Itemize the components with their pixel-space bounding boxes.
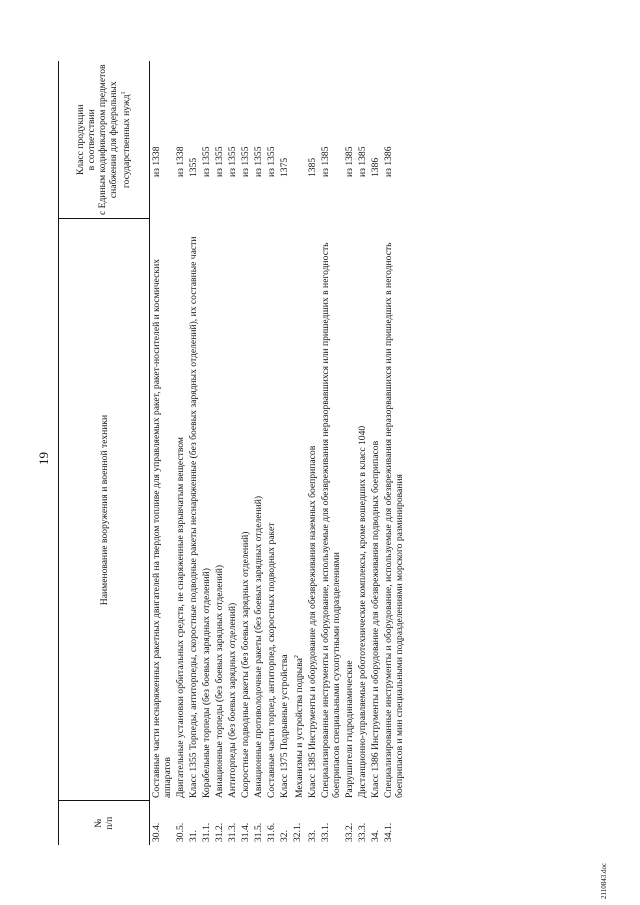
row-name — [213, 219, 226, 801]
page-number: 19 — [36, 452, 51, 465]
row-name-text: Класс 1375 Подрывные устройства — [279, 654, 290, 798]
row-class-code: из 1355 — [201, 146, 212, 177]
row-class-code: 1375 — [279, 157, 290, 177]
row-number: 31. — [188, 830, 199, 842]
table-row — [343, 61, 356, 845]
row-class-code: из 1385 — [357, 146, 369, 177]
table-row — [278, 61, 291, 845]
row-name — [291, 219, 306, 801]
row-number: 33. — [307, 830, 319, 842]
row-name — [319, 219, 343, 801]
table-header-row — [59, 61, 150, 845]
row-class-code — [291, 61, 306, 219]
header-name: Наименование вооружения и военной техники — [59, 219, 150, 801]
row-number: 34.1. — [383, 822, 395, 842]
table-row — [200, 61, 213, 845]
row-class-code: из 1338 — [175, 146, 186, 177]
row-number: 31.3. — [227, 822, 238, 842]
table-row — [150, 61, 175, 845]
row-name-text: Антиторпеды (без боевых зарядных отделений) — [227, 602, 238, 798]
row-name-text: Скоростные подводные ракеты (без боевых зарядных отделений) — [240, 531, 251, 798]
row-name-text: Авиационные противолодочные ракеты (без боевых зарядных отделений) — [253, 495, 264, 798]
row-name-footnote: 2 — [294, 655, 300, 659]
footer-filename: 2110843.doc — [600, 862, 608, 899]
row-class-code: из 1355 — [253, 146, 264, 177]
row-number: 30.4. — [151, 822, 162, 842]
row-number: 33.3. — [357, 822, 369, 842]
table-row — [226, 61, 239, 845]
row-name — [369, 219, 382, 801]
row-class-code: из 1355 — [240, 146, 251, 177]
row-name — [343, 219, 356, 801]
row-name-text: Разрушители гидродинамические — [344, 660, 356, 798]
row-name-text: Составные части неснаряженных ракетных двигателей на твердом топливе для управляемых ракет, ракет-носителей и космических аппаратов — [151, 258, 173, 798]
row-number: 32. — [279, 830, 290, 842]
row-number: 33.2. — [344, 822, 356, 842]
row-name-text: Корабельные торпеды (без боевых зарядных отделений) — [201, 567, 212, 798]
row-name-text: Составные части торпед, антиторпед, скоростных подводных ракет — [266, 522, 277, 798]
row-name-text: Авиационные торпеды (без боевых зарядных отделений) — [214, 564, 225, 798]
row-class-code: 1355 — [188, 157, 199, 177]
row-number: 32.1. — [292, 822, 303, 842]
row-name — [356, 219, 369, 801]
row-name — [278, 219, 291, 801]
row-class-code: 1386 — [370, 157, 382, 177]
table-row — [187, 61, 200, 845]
table-row — [306, 61, 319, 845]
row-class-code: из 1355 — [214, 146, 225, 177]
row-name — [252, 219, 265, 801]
table-row — [319, 61, 343, 845]
row-class-code: 1385 — [307, 157, 319, 177]
row-class-code: из 1385 — [320, 146, 332, 177]
row-name — [174, 219, 187, 801]
header-num: № п/п — [59, 801, 150, 845]
row-number: 31.4. — [240, 822, 251, 842]
table-row — [291, 61, 306, 845]
row-class-code: из 1386 — [383, 146, 395, 177]
table-row — [382, 61, 406, 845]
row-class-code: из 1338 — [151, 146, 162, 177]
table-row — [213, 61, 226, 845]
row-name-text: Механизмы и устройства подрыва — [294, 658, 306, 798]
row-number: 31.5. — [253, 822, 264, 842]
row-name — [265, 219, 278, 801]
row-number: 31.2. — [214, 822, 225, 842]
row-name-text: Дистанционно-управляемые робототехнические комплексы, кроме вошедших в класс 1040 — [357, 425, 369, 798]
row-name-text: Специализированные инструменты и оборудование, используемые для обезвреживания неразорвавшихся или пришедших в негодность боеприпасов специальными сухопутными подразделениями — [320, 242, 343, 798]
row-class-code: из 1355 — [227, 146, 238, 177]
table-body — [150, 61, 407, 845]
row-name — [382, 219, 406, 801]
row-name — [200, 219, 213, 801]
row-name — [187, 219, 200, 801]
row-number: 30.5. — [175, 822, 186, 842]
table-row — [369, 61, 382, 845]
row-number: 34. — [370, 830, 382, 842]
row-class-code: из 1385 — [344, 146, 356, 177]
row-name-text: Класс 1355 Торпеды, антиторпеды, скоростные подводные ракеты неснаряженные (без боевых зарядных отделений), их составные части — [188, 236, 199, 798]
row-number: 31.1. — [201, 822, 212, 842]
row-name — [226, 219, 239, 801]
header-class — [59, 61, 150, 219]
row-name-text: Класс 1386 Инструменты и оборудование для обезвреживания подводных боеприпасов — [370, 440, 382, 798]
weapons-table — [58, 61, 406, 845]
header-class-footnote: 1 — [121, 91, 128, 95]
row-number: 31.6. — [266, 822, 277, 842]
table-row — [252, 61, 265, 845]
header-class-text: Класс продукции в соответствии с Единым кодификатором предметов снабжения для федеральных государственных нужд — [75, 64, 133, 216]
table-row — [356, 61, 369, 845]
row-class-code: из 1355 — [266, 146, 277, 177]
row-name — [306, 219, 319, 801]
table-row — [239, 61, 252, 845]
row-name — [239, 219, 252, 801]
table-row — [265, 61, 278, 845]
row-name-text: Двигательные установки орбитальных средств, не снаряженные взрывчатым веществом — [175, 437, 186, 798]
row-number: 33.1. — [320, 822, 332, 842]
row-name — [150, 219, 175, 801]
row-name-text: Специализированные инструменты и оборудование, используемые для обезвреживания неразорвавшихся или пришедших в негодность боеприпасов и мин специальными подразделениями морского разминирования — [383, 242, 406, 798]
row-name-text: Класс 1385 Инструменты и оборудование для обезвреживания наземных боеприпасов — [307, 445, 319, 798]
table-row — [174, 61, 187, 845]
